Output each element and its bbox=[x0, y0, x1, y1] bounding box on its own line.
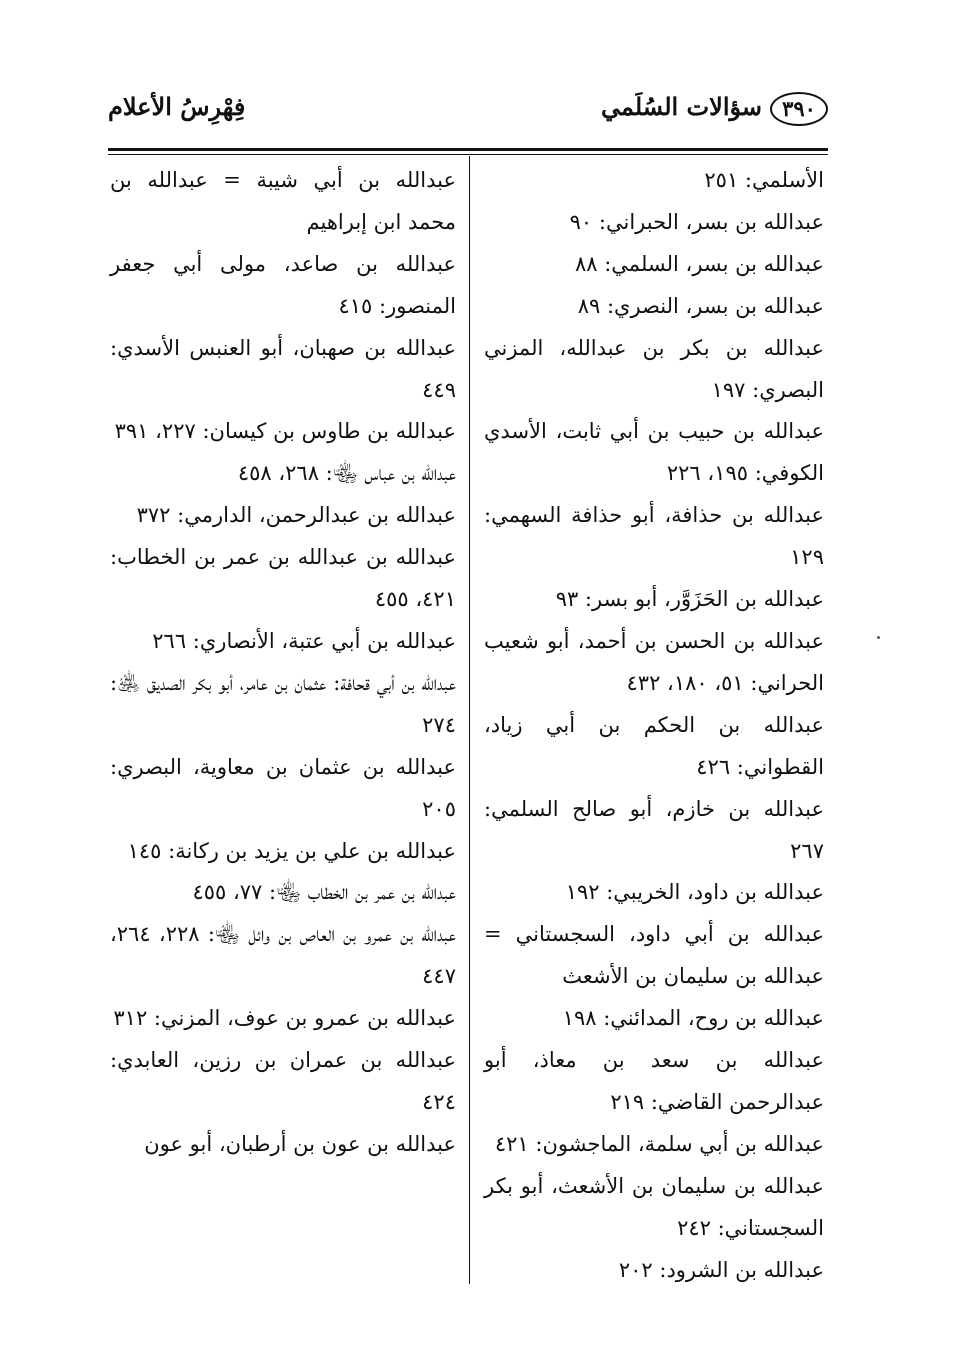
index-column-left bbox=[110, 160, 456, 1166]
index-entry: عبدالله بن الحكم بن أبي زياد، القطواني: ٤٢٦ bbox=[484, 712, 824, 779]
header-rule-thin bbox=[108, 154, 828, 155]
index-entry: عبدالله بن بسر، السلمي: ٨٨ bbox=[574, 251, 824, 276]
index-entry: عبدالله بن أبي قحافة: عثمان بن عامر، أبو بكر الصديق ﵁: ٢٧٤ bbox=[110, 670, 456, 737]
index-entry: عبدالله بن سعد بن معاذ، أبو عبدالرحمن القاضي: ٢١٩ bbox=[484, 1048, 824, 1114]
index-entry: عبدالله بن عبدالرحمن، الدارمي: ٣٧٢ bbox=[136, 503, 456, 528]
index-entry: عبدالله بن سليمان بن الأشعث، أبو بكر السجستاني: ٢٤٢ bbox=[484, 1173, 824, 1240]
index-entry: عبدالله بن عمرو بن العاص بن وائل ﵄: ٢٢٨، ٢٦٤، ٤٤٧ bbox=[110, 922, 456, 989]
header-rule-thick bbox=[108, 148, 828, 151]
column-divider bbox=[469, 156, 470, 1284]
index-entry: عبدالله بن صهبان، أبو العنبس الأسدي: ٤٤٩ bbox=[110, 335, 456, 402]
index-entry: عبدالله بن علي بن يزيد بن ركانة: ١٤٥ bbox=[127, 838, 456, 863]
index-entry: عبدالله بن الحسن بن أحمد، أبو شعيب الحراني: ٥١، ١٨٠، ٤٣٢ bbox=[484, 628, 824, 695]
index-entry: عبدالله بن عبدالله بن عمر بن الخطاب: ٤٢١، ٤٥٥ bbox=[110, 545, 456, 612]
index-entry: عبدالله بن بسر، النصري: ٨٩ bbox=[577, 293, 824, 318]
index-column-right bbox=[484, 160, 824, 1291]
index-entry: عبدالله بن روح، المدائني: ١٩٨ bbox=[562, 1006, 824, 1031]
index-entry: عبدالله بن حذافة، أبو حذافة السهمي: ١٢٩ bbox=[484, 503, 824, 570]
index-entry: عبدالله بن حبيب بن أبي ثابت، الأسدي الكوفي: ١٩٥، ٢٢٦ bbox=[484, 419, 824, 486]
book-title: سؤالات السُلَمي bbox=[600, 92, 762, 121]
index-entry: عبدالله بن أبي عتبة، الأنصاري: ٢٦٦ bbox=[152, 628, 456, 653]
index-entry: عبدالله بن أبي داود، السجستاني = عبدالله بن سليمان بن الأشعث bbox=[484, 922, 824, 989]
stray-dot bbox=[877, 636, 880, 639]
index-entry: عبدالله بن الحَزَوَّر، أبو بسر: ٩٣ bbox=[555, 587, 824, 612]
page-number: ٣٩٠ bbox=[770, 92, 828, 126]
index-entry: عبدالله بن عباس ﵄: ٢٦٨، ٤٥٨ bbox=[237, 461, 456, 486]
index-entry: عبدالله بن عثمان بن معاوية، البصري: ٢٠٥ bbox=[110, 754, 456, 821]
section-title: فِهْرِسُ الأعلام bbox=[108, 92, 246, 121]
index-entry: عبدالله بن عون بن أرطبان، أبو عون bbox=[144, 1131, 456, 1156]
index-entry: عبدالله بن خازم، أبو صالح السلمي: ٢٦٧ bbox=[484, 796, 824, 863]
index-entry: الأسلمي: ٢٥١ bbox=[704, 168, 824, 192]
index-entry: عبدالله بن داود، الخريبي: ١٩٢ bbox=[565, 880, 824, 905]
index-entry: عبدالله بن عمر بن الخطاب ﵄: ٧٧، ٤٥٥ bbox=[192, 880, 456, 905]
index-entry: عبدالله بن عمران بن رزين، العابدي: ٤٢٤ bbox=[110, 1048, 456, 1114]
page-header bbox=[108, 88, 828, 148]
index-entry: عبدالله بن طاوس بن كيسان: ٢٢٧، ٣٩١ bbox=[114, 419, 456, 444]
index-entry: عبدالله بن بسر، الحبراني: ٩٠ bbox=[569, 209, 824, 234]
index-entry: عبدالله بن صاعد، مولى أبي جعفر المنصور: ٤١٥ bbox=[110, 251, 456, 318]
index-entry: عبدالله بن أبي سلمة، الماجشون: ٤٢١ bbox=[494, 1131, 824, 1156]
index-entry: عبدالله بن عمرو بن عوف، المزني: ٣١٢ bbox=[113, 1006, 456, 1031]
index-entry: عبدالله بن أبي شيبة = عبدالله بن محمد ابن إبراهيم bbox=[110, 168, 456, 234]
index-entry: عبدالله بن بكر بن عبدالله، المزني البصري: ١٩٧ bbox=[484, 335, 824, 402]
index-entry: عبدالله بن الشرود: ٢٠٢ bbox=[618, 1257, 824, 1282]
